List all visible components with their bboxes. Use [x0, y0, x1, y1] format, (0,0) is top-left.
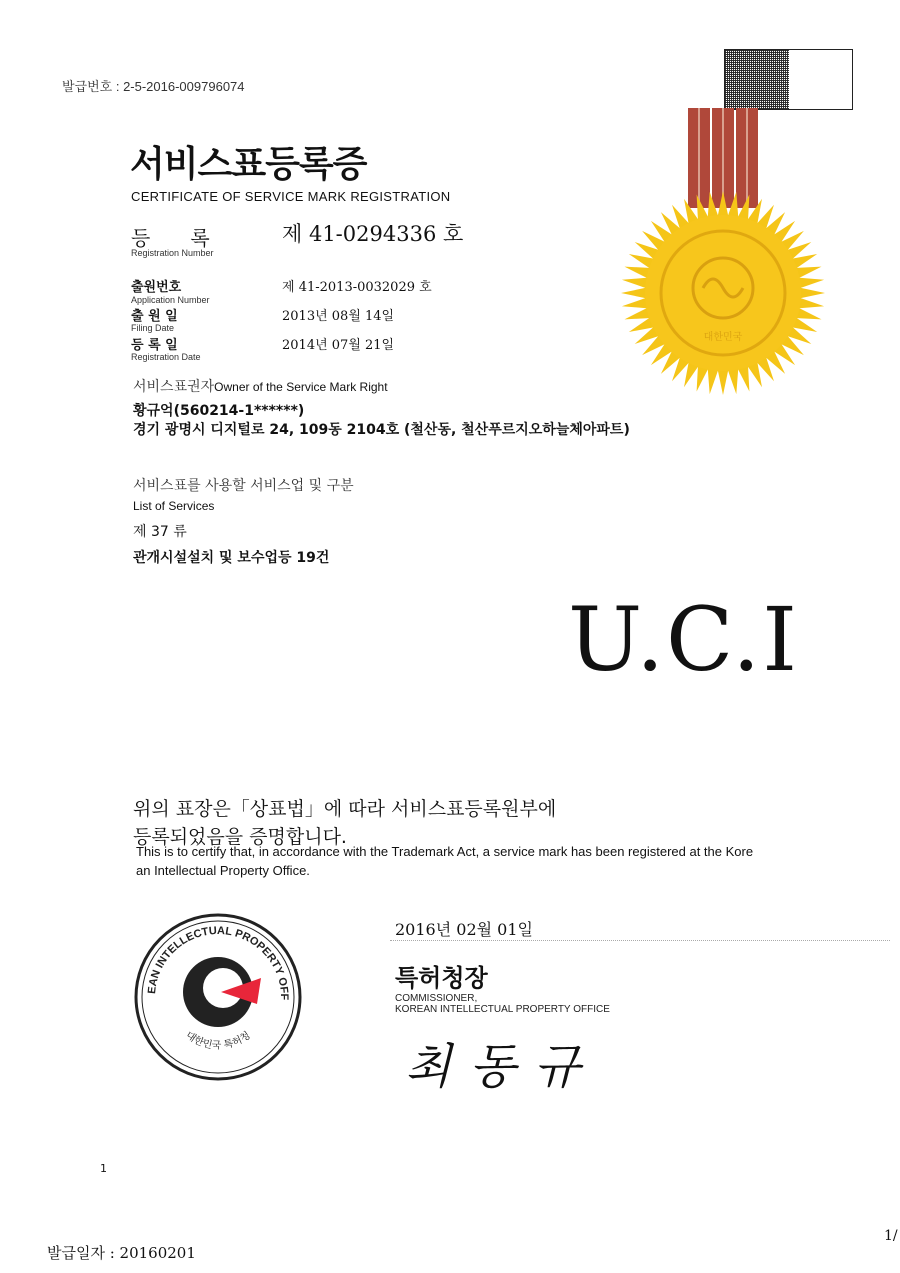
certification-en-line1: This is to certify that, in accordance with the Trademark Act, a service mark has been registered at the Kore	[136, 844, 754, 859]
owner-label-ko: 서비스표권자	[133, 379, 215, 395]
owner-label-en: Owner of the Service Mark Right	[214, 380, 388, 394]
stamp-outer-text: EAN INTELLECTUAL PROPERTY OFF	[146, 924, 291, 1001]
seal-inner-text: 대한민국	[703, 332, 743, 343]
signature: 최동규	[405, 1039, 599, 1095]
divider	[390, 940, 890, 941]
issue-date: 발급일자 : 20160201	[47, 1244, 196, 1262]
services-class: 제 37 류	[133, 524, 187, 540]
gold-seal	[618, 108, 828, 398]
registration-label-en: Registration Number	[131, 248, 214, 258]
certification-en-line2: an Intellectual Property Office.	[136, 863, 310, 878]
issue-number: 발급번호 : 2-5-2016-009796074	[62, 79, 245, 94]
owner-address: 경기 광명시 디지털로 24, 109동 2104호 (철산동, 철산푸르지오하늘체아파트)	[133, 422, 630, 438]
page-number: 1/	[884, 1228, 898, 1244]
registration-date: 2014년 07월 21일	[282, 338, 395, 353]
certificate-title-en: CERTIFICATE OF SERVICE MARK REGISTRATION	[131, 189, 451, 204]
issuance-date: 2016년 02월 01일	[395, 920, 533, 939]
services-label-ko: 서비스표를 사용할 서비스업 및 구분	[133, 478, 354, 494]
service-mark: U.C.I	[568, 588, 799, 691]
application-number: 제 41-2013-0032029 호	[282, 280, 432, 295]
owner-label	[133, 376, 388, 396]
barcode	[724, 49, 853, 110]
registration-number: 제 41-0294336 호	[282, 222, 464, 246]
filing-date: 2013년 08월 14일	[282, 309, 395, 324]
stamp-inner-text: 대한민국 특허청	[183, 1029, 253, 1052]
commissioner-title-en-2: KOREAN INTELLECTUAL PROPERTY OFFICE	[395, 1004, 610, 1015]
certification-ko-line1: 위의 표장은「상표법」에 따라 서비스표등록원부에	[133, 798, 557, 820]
filing-label-en: Filing Date	[131, 323, 175, 333]
registration-label-ko: 등 록	[131, 226, 210, 250]
certification-ko-line2: 등록되었음을 증명합니다.	[133, 826, 347, 848]
small-mark: 1	[100, 1162, 107, 1175]
office-stamp	[133, 912, 303, 1082]
commissioner-title-en-1: COMMISSIONER,	[395, 993, 478, 1004]
owner-name: 황규억(560214-1******)	[133, 403, 305, 419]
filing-label-ko: 출 원 일	[131, 309, 178, 324]
commissioner-title-ko: 특허청장	[395, 964, 488, 992]
services-label-en: List of Services	[133, 499, 215, 513]
application-label-en: Application Number	[131, 295, 210, 305]
application-label-ko: 출원번호	[131, 280, 182, 295]
services-description: 관개시설설치 및 보수업등 19건	[133, 550, 330, 566]
registration-date-label-ko: 등 록 일	[131, 338, 178, 353]
certificate-title-ko: 서비스표등록증	[130, 144, 367, 185]
registration-date-label-en: Registration Date	[131, 352, 201, 362]
